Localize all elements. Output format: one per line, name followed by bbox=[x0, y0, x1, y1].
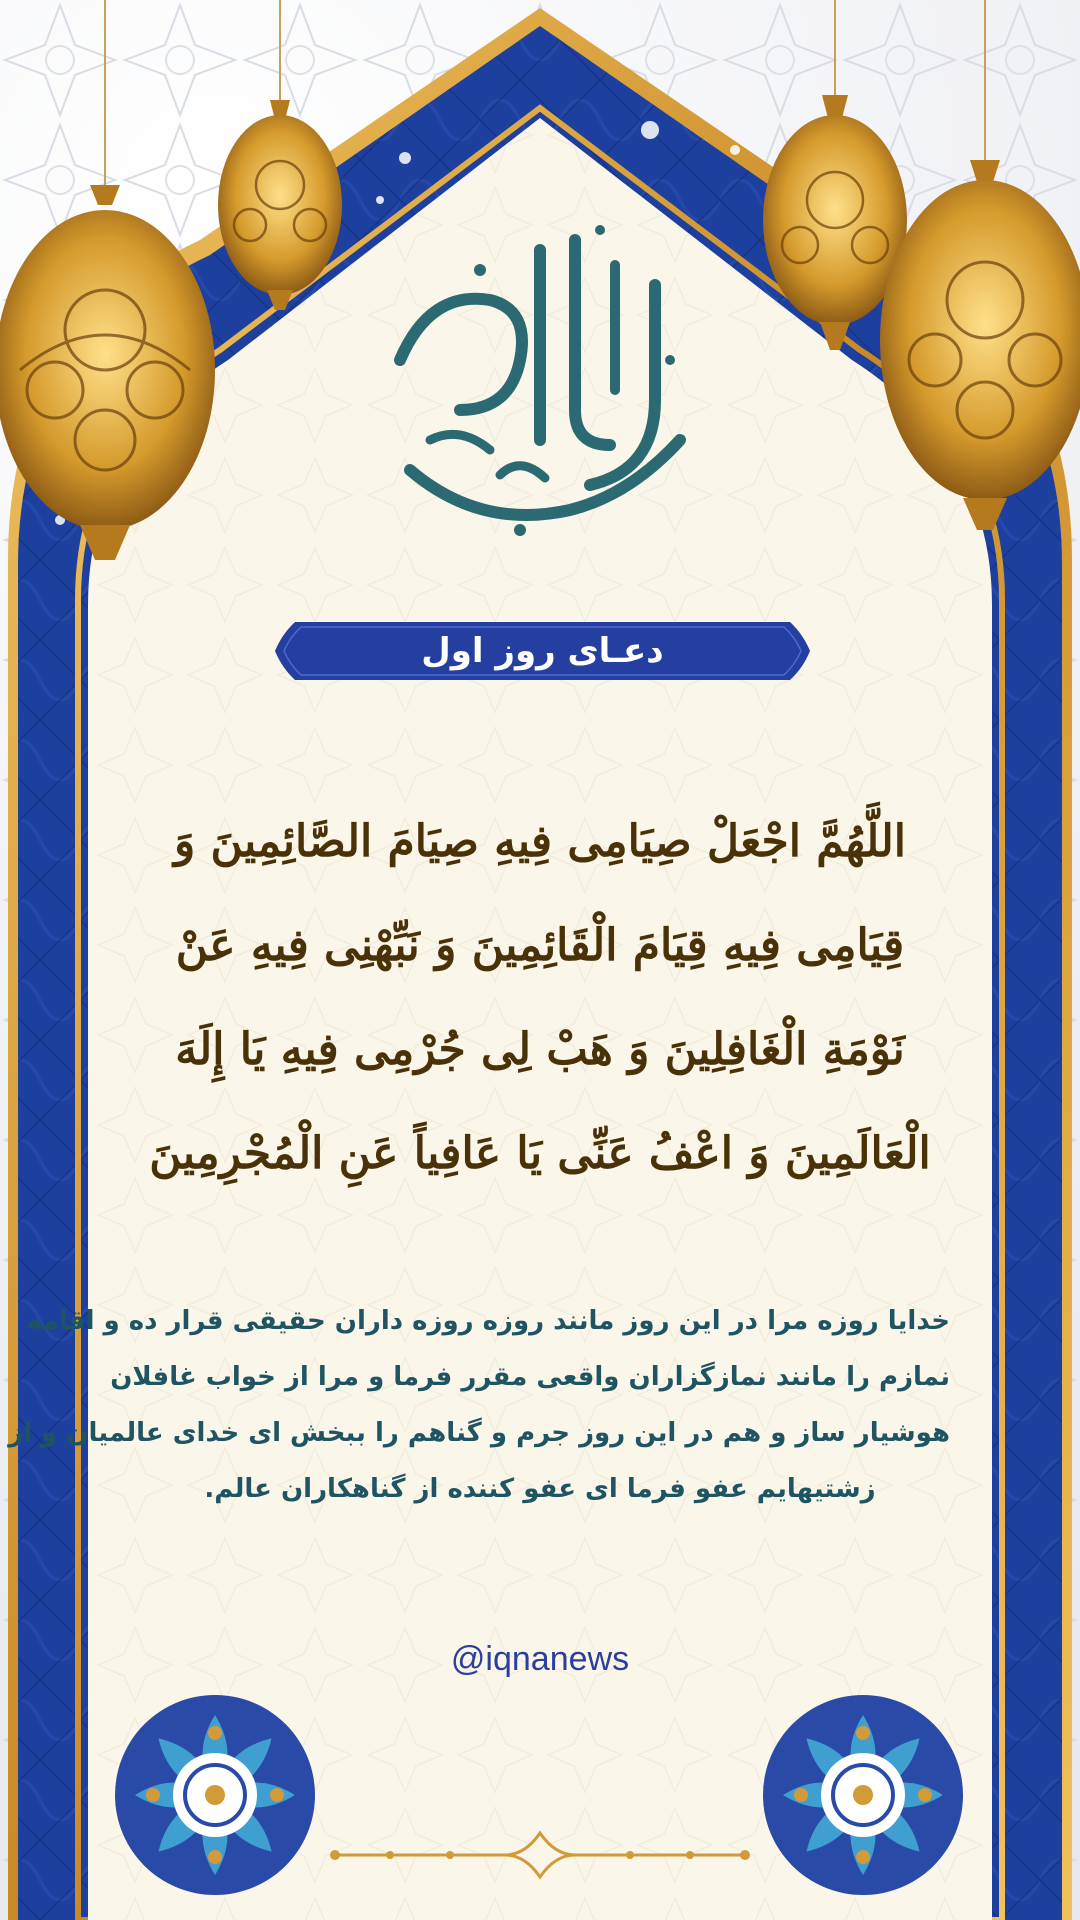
floral-rosette-icon bbox=[758, 1690, 968, 1900]
dua-line: الْعَالَمِينَ وَ اعْفُ عَنِّى يَا عَافِياً عَنِ الْمُجْرِمِينَ bbox=[149, 1128, 931, 1179]
floral-rosette-icon bbox=[110, 1690, 320, 1900]
hanging-lantern-icon bbox=[0, 0, 220, 560]
hanging-lantern-icon bbox=[215, 0, 345, 310]
dua-line: اللَّهُمَّ اجْعَلْ صِيَامِى فِيهِ صِيَامَ الصَّائِمِينَ وَ bbox=[173, 816, 906, 867]
dua-line: قِيَامِى فِيهِ قِيَامَ الْقَائِمِينَ وَ نَبِّهْنِى فِيهِ عَنْ bbox=[175, 920, 905, 971]
translation-line: هوشیار ساز و هم در این روز جرم و گناهم را ببخش ای خدای عالمیان و از bbox=[8, 1418, 950, 1448]
hanging-lantern-icon bbox=[875, 0, 1080, 530]
translation-line: زشتیهایم عفو فرما ای عفو کننده از گناهکاران عالم. bbox=[204, 1474, 876, 1504]
ornamental-divider-icon bbox=[330, 1825, 750, 1885]
ramadan-calligraphy bbox=[370, 210, 710, 550]
translation-persian-text bbox=[8, 1293, 950, 1517]
dua-arabic-text bbox=[120, 790, 960, 1206]
social-handle[interactable]: @iqnanews bbox=[450, 1640, 630, 1678]
translation-line: نمازم را مانند نمازگزاران واقعی مقرر فرما و مرا از خواب غافلان bbox=[110, 1362, 950, 1392]
dua-line: نَوْمَةِ الْغَافِلِينَ وَ هَبْ لِى جُرْمِى فِيهِ يَا إِلَهَ bbox=[175, 1024, 905, 1075]
title-label: دعـای روز اول bbox=[421, 631, 664, 671]
translation-line: خدایا روزه مرا در این روز مانند روزه روزه داران حقیقی قرار ده و اقامه bbox=[26, 1306, 950, 1336]
